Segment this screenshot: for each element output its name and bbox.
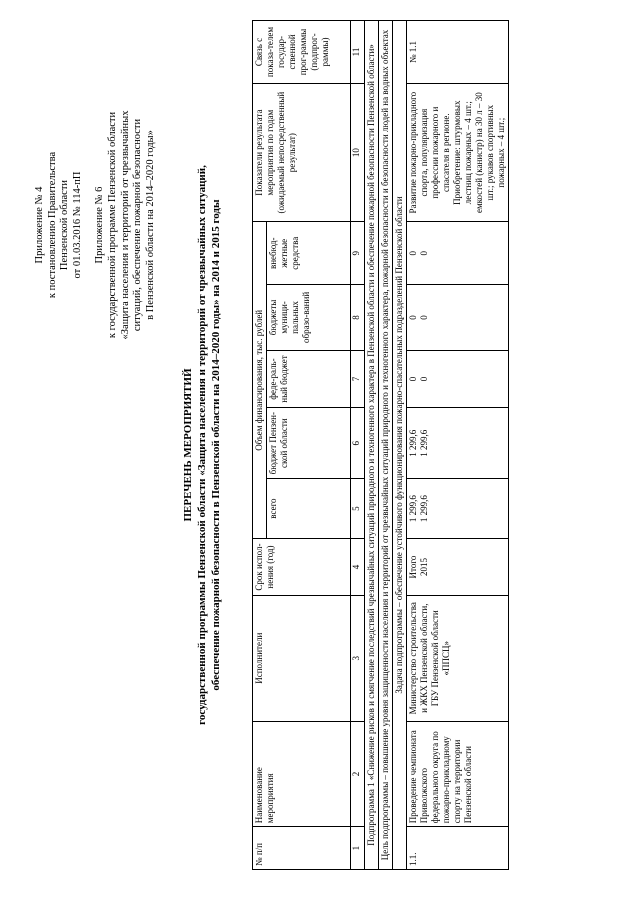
title-line-1: государственной программы Пензенской области «Защита населения и территорий от чрезвычайных ситуаций, [196,165,208,725]
decree-date: от 01.03.2016 № 114-пП [71,171,83,279]
decree-reference: к постановлению Правительства [46,151,58,299]
appendix-4-label: Приложение № 4 [34,186,45,264]
col-number: 1 [351,827,365,870]
header-executors: Исполнители [253,595,351,721]
measures-table [252,20,509,870]
col-number: 2 [351,721,365,827]
measure-executors: Министерство строительства и ЖКХ Пензенской области, ГБУ Пензенской области «ППСЦ» [407,595,509,721]
program-link: № 1.1 [407,21,509,84]
measure-term [407,539,509,596]
funding-regional-2015: 1 299,6 [419,429,429,457]
funding-federal-2015: 0 [419,376,429,382]
col-number: 3 [351,595,365,721]
funding-total [407,478,509,538]
header-regional: бюджет Пензен-ской области [267,408,351,478]
goal-row [379,21,393,870]
header-results: Показатели результата мероприятия по годам (ожидаемый непосредственный результат) [253,83,351,221]
column-number-row [351,21,365,870]
col-number: 11 [351,21,365,84]
funding-municipal-2015: 0 [419,315,429,320]
appendix-header [34,75,157,375]
row-number: 1.1. [407,827,509,870]
funding-regional [407,408,509,478]
funding-extra [407,222,509,285]
document-title: ПЕРЕЧЕНЬ МЕРОПРИЯТИЙ [182,368,194,522]
header-num: № п/п [253,827,351,870]
header-link: Связь с показа-телем государ-ственной прог-раммы (подпрог-раммы) [253,21,351,84]
header-name: Наименование мероприятия [253,721,351,827]
program-name-line-3: в Пензенской области на 2014–2020 годы» [144,130,156,320]
funding-regional-itogo: 1 299,6 [408,429,418,457]
funding-municipal [407,285,509,350]
col-number: 7 [351,350,365,408]
funding-federal [407,350,509,408]
col-number: 8 [351,285,365,350]
measure-name: Проведение чемпионата Приволжского федерального округа по пожарно-прикладному спорту на территории Пензенской области [407,721,509,827]
col-number: 10 [351,83,365,221]
appendix-6-label: Приложение № 6 [94,186,106,264]
term-year: 2015 [419,558,429,577]
funding-municipal-itogo: 0 [408,315,418,320]
header-total: всего [267,478,351,538]
region-name: Пензенской области [59,179,71,271]
col-number: 9 [351,222,365,285]
funding-extra-itogo: 0 [408,251,418,256]
title-line-2: обеспечение пожарной безопасности в Пензенской области на 2014–2020 годы» на 2014 и 2015 годы [210,199,222,691]
header-term: Срок испол-нения (год) [253,539,351,596]
subprogram-task: Задача подпрограммы – обеспечение устойчивого функционирования пожарно-спасательных подразделений Пензенской области [393,21,407,870]
program-name-line-2: ситуаций, обеспечение пожарной безопасности [132,118,144,332]
task-row [393,21,407,870]
col-number: 6 [351,408,365,478]
program-reference: к государственной программе Пензенской области [106,111,118,339]
col-number: 5 [351,478,365,538]
col-number: 4 [351,539,365,596]
header-funding: Объем финансирования, тыс. рублей [253,222,267,539]
subprogram-goal: Цель подпрограммы – повышение уровня защищенности населения и территорий от чрезвычайных ситуаций природного и техногенного характера, пожарной безопасности и безопасности людей на водных объектах [379,21,393,870]
funding-federal-itogo: 0 [408,376,418,382]
term-total: Итого [408,555,418,579]
header-row-1 [253,21,267,870]
funding-extra-2015: 0 [419,251,429,256]
measure-results: Развитие пожарно-прикладного спорта, популяризация профессии пожарного и спасателя в регионе. Приобретение: штурмовых лестниц пожарных – 4 шт.; емкостей (канистр) на 30 л – 30 шт.; рукавов спортивных пожарных – 4 шт.; [407,83,509,221]
subprogram-row [365,21,379,870]
table-row [407,21,509,870]
header-federal: феде-раль-ный бюджет [267,350,351,408]
funding-total-itogo: 1 299,6 [408,495,418,523]
header-municipal: бюджеты муници-пальных образо-ваний [267,285,351,350]
funding-total-2015: 1 299,6 [419,495,429,523]
subprogram-title: Подпрограмма 1 «Снижение рисков и смягчение последствий чрезвычайных ситуаций природного и техногенного характера в Пензенской области и обеспечение пожарной безопасности Пензенской области» [365,21,379,870]
header-extra: внебюд-жетные средства [267,222,351,285]
program-name-line-1: «Защита населения и территорий от чрезвычайных [119,110,131,340]
